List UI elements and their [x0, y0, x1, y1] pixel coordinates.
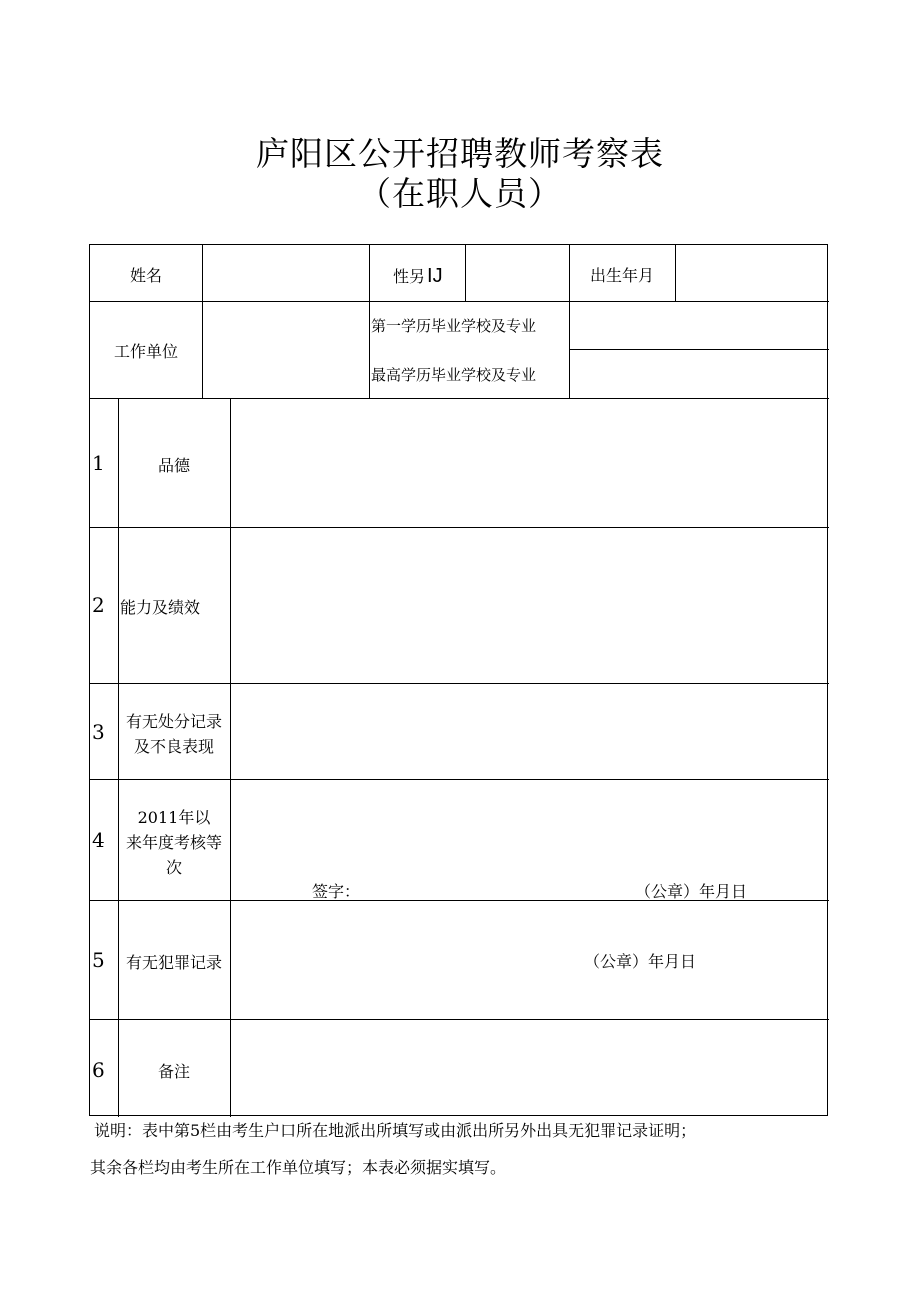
col-divider	[118, 398, 119, 1117]
name-label: 姓名	[129, 266, 162, 285]
work-unit-field[interactable]	[203, 302, 368, 397]
section-label-assessment-line3: 次	[165, 858, 182, 877]
form-subtitle: （在职人员）	[358, 174, 562, 213]
section-number: 1	[92, 451, 105, 475]
gender-label-text: 性另	[393, 267, 426, 286]
work-unit-label: 工作单位	[113, 342, 178, 361]
section-number: 4	[92, 828, 105, 852]
section-number: 3	[92, 720, 105, 744]
signature-label: 签字：	[312, 882, 361, 901]
section-label-discipline-line1: 有无处分记录	[125, 712, 222, 731]
section-label-discipline-line2: 及不良表现	[133, 737, 214, 756]
performance-field[interactable]	[231, 528, 828, 682]
highest-degree-label: 最高学历毕业学校及专业	[371, 366, 537, 384]
birth-label: 出生年月	[589, 266, 654, 285]
gender-label	[393, 264, 443, 288]
discipline-field[interactable]	[231, 684, 828, 778]
section-label-criminal-record: 有无犯罪记录	[125, 953, 222, 972]
section-label-character: 品德	[157, 456, 190, 475]
criminal-record-field[interactable]	[231, 901, 828, 1018]
form-title: 庐阳区公开招聘教师考察表	[256, 134, 664, 173]
section-number: 2	[92, 593, 105, 617]
col-divider	[369, 245, 370, 398]
first-degree-field[interactable]	[570, 302, 828, 349]
section-label-remarks: 备注	[157, 1062, 190, 1081]
gender-field[interactable]	[466, 246, 568, 300]
gender-label-suffix: IJ	[427, 265, 443, 287]
name-field[interactable]	[203, 246, 368, 300]
first-degree-label: 第一学历毕业学校及专业	[371, 317, 537, 335]
seal-date-row5: （公章）年月日	[584, 952, 697, 971]
section-label-assessment-line2: 来年度考核等	[125, 833, 222, 852]
section-label-assessment-line1: 2011年以	[137, 808, 211, 827]
highest-degree-field[interactable]	[570, 350, 828, 397]
section-label-performance: 能力及绩效	[120, 598, 201, 617]
assessment-field[interactable]	[231, 780, 828, 880]
seal-date-row4: （公章）年月日	[635, 882, 748, 901]
inspection-form-table	[89, 244, 828, 1116]
character-field[interactable]	[231, 399, 828, 526]
note-line-1: 说明：表中第5栏由考生户口所在地派出所填写或由派出所另外出具无犯罪记录证明；	[94, 1121, 697, 1140]
birth-field[interactable]	[676, 246, 828, 300]
section-number: 5	[92, 948, 105, 972]
section-number: 6	[92, 1058, 105, 1082]
remarks-field[interactable]	[231, 1020, 828, 1116]
note-line-2: 其余各栏均由考生所在工作单位填写；本表必须据实填写。	[90, 1158, 507, 1177]
